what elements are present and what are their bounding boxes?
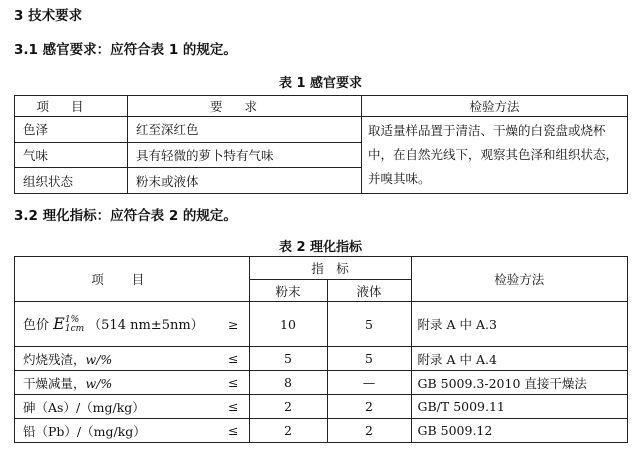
item-label: 干燥减量， bbox=[23, 375, 86, 391]
header-item: 项目 bbox=[15, 257, 250, 302]
cell-liquid: 5 bbox=[327, 302, 411, 347]
table-row bbox=[15, 395, 628, 419]
cell-powder: 8 bbox=[249, 371, 327, 395]
cell-powder: 10 bbox=[249, 302, 327, 347]
header-method: 检验方法 bbox=[411, 257, 628, 302]
cell-method: GB 5009.12 bbox=[411, 419, 628, 443]
item-unit: w/% bbox=[85, 351, 113, 367]
subsection-heading-sensory: 3.1 感官要求：应符合表 1 的规定。 bbox=[14, 42, 237, 58]
cell-item: 气味 bbox=[15, 142, 128, 168]
cell-item: 组织状态 bbox=[15, 168, 128, 194]
table2-caption: 表 2 理化指标 bbox=[278, 240, 363, 255]
extinction-symbol: E bbox=[53, 313, 65, 333]
item-label: 灼烧残渣， bbox=[23, 351, 86, 367]
cell-relation: ≤ bbox=[213, 395, 250, 419]
section-heading: 3 技术要求 bbox=[14, 8, 83, 24]
cell-item bbox=[15, 347, 213, 371]
cell-item bbox=[15, 371, 213, 395]
cell-liquid: 5 bbox=[327, 347, 411, 371]
cell-item bbox=[15, 419, 213, 443]
table-row bbox=[15, 371, 628, 395]
cell-item-color-value bbox=[15, 302, 213, 347]
cell-powder: 2 bbox=[249, 395, 327, 419]
subsection-heading-physchem: 3.2 理化指标：应符合表 2 的规定。 bbox=[14, 208, 237, 224]
header-method: 检验方法 bbox=[362, 96, 628, 117]
cell-relation: ≤ bbox=[213, 419, 250, 443]
physicochemical-table bbox=[14, 256, 628, 443]
cell-requirement: 红至深红色 bbox=[128, 117, 362, 143]
cell-item: 色泽 bbox=[15, 117, 128, 143]
cell-relation: ≥ bbox=[213, 302, 250, 347]
color-value-label: 色价 bbox=[23, 317, 50, 333]
cell-method: 取适量样品置于清洁、干燥的白瓷盘或烧杯中，在自然光线下，观察其色泽和组织状态，并嗅其味。 bbox=[362, 117, 628, 194]
cell-requirement: 粉末或液体 bbox=[128, 168, 362, 194]
item-unit: w/% bbox=[85, 375, 113, 391]
header-liquid: 液体 bbox=[327, 280, 411, 302]
table-header-row bbox=[15, 96, 628, 117]
table-row bbox=[15, 347, 628, 371]
cell-requirement: 具有轻微的萝卜特有气味 bbox=[128, 142, 362, 168]
table-header-row bbox=[15, 257, 628, 280]
cell-liquid: — bbox=[327, 371, 411, 395]
extinction-sub: 1cm bbox=[64, 324, 85, 335]
header-spec: 指 标 bbox=[249, 257, 411, 280]
cell-method: GB 5009.3-2010 直接干燥法 bbox=[411, 371, 628, 395]
table-row bbox=[15, 117, 628, 143]
table-row bbox=[15, 419, 628, 443]
header-requirement: 要求 bbox=[128, 96, 362, 117]
extinction-sup: 1% bbox=[64, 315, 80, 326]
cell-liquid: 2 bbox=[327, 419, 411, 443]
cell-method: GB/T 5009.11 bbox=[411, 395, 628, 419]
item-label: 砷（As）/（mg/kg） bbox=[23, 399, 145, 415]
extinction-indices bbox=[65, 316, 84, 334]
header-powder: 粉末 bbox=[249, 280, 327, 302]
table1-caption: 表 1 感官要求 bbox=[278, 76, 363, 91]
cell-item bbox=[15, 395, 213, 419]
cell-method: 附录 A 中 A.3 bbox=[411, 302, 628, 347]
cell-liquid: 2 bbox=[327, 395, 411, 419]
header-item: 项目 bbox=[15, 96, 128, 117]
table-row bbox=[15, 302, 628, 347]
cell-relation: ≤ bbox=[213, 371, 250, 395]
sensory-requirements-table bbox=[14, 95, 628, 194]
cell-method: 附录 A 中 A.4 bbox=[411, 347, 628, 371]
item-label: 铅（Pb）/（mg/kg） bbox=[23, 423, 146, 439]
cell-powder: 5 bbox=[249, 347, 327, 371]
cell-powder: 2 bbox=[249, 419, 327, 443]
cell-relation: ≤ bbox=[213, 347, 250, 371]
wavelength: （514 nm±5nm） bbox=[88, 317, 204, 333]
